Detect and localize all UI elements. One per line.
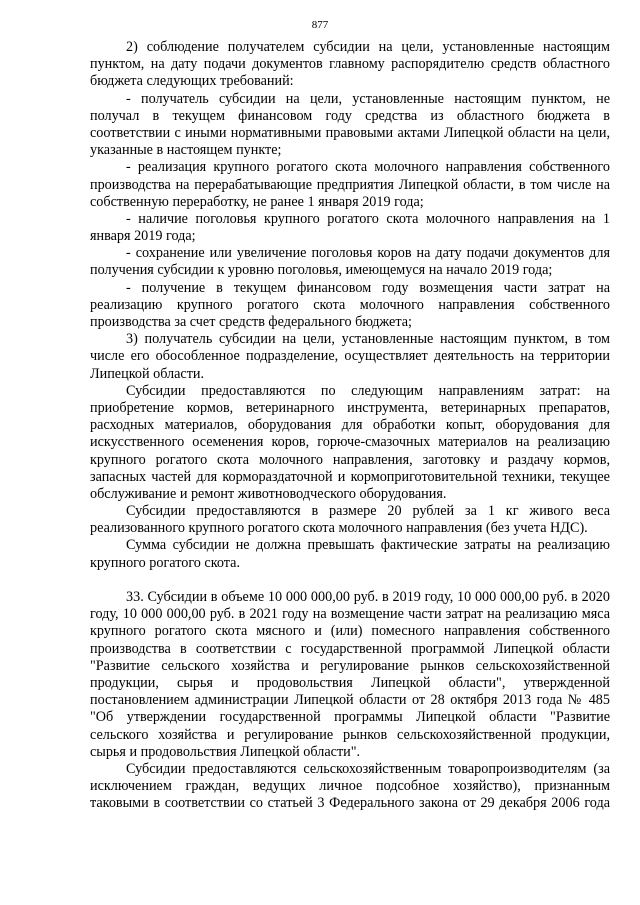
text-line: "Развитие сельского хозяйства и регулирование рынков сельскохозяйственной bbox=[90, 657, 610, 674]
page-number: 877 bbox=[311, 19, 329, 31]
text-line: крупного рогатого скота молочного направления, заготовку и раздачу кормов, bbox=[90, 451, 610, 468]
text-line: 3) получатель субсидии на цели, установленные настоящим пунктом, в том bbox=[126, 331, 610, 348]
text-line: - реализация крупного рогатого скота молочного направления собственного bbox=[126, 159, 610, 176]
text-line: году, 10 000 000,00 руб. в 2021 году на возмещение части затрат на реализацию мяса bbox=[90, 606, 610, 623]
text-line: - получение в текущем финансовом году возмещения части затрат на bbox=[126, 279, 610, 296]
text-line: - наличие поголовья крупного рогатого скота молочного направления на 1 bbox=[126, 210, 610, 227]
text-line: Субсидии предоставляются в размере 20 рублей за 1 кг живого веса bbox=[126, 503, 610, 520]
text-line: 2) соблюдение получателем субсидии на цели, установленные настоящим bbox=[126, 39, 610, 55]
text-line: получал в текущем финансовом году средства из областного бюджета в bbox=[90, 107, 610, 124]
text-line: соответствии с иными нормативными правовыми актами Липецкой области на цели, bbox=[90, 124, 610, 141]
document-body bbox=[90, 39, 610, 812]
text-line: продукции, сырья и продовольствия Липецкой области", утвержденной bbox=[90, 674, 610, 691]
text-line: производства на перерабатывающие предприятия Липецкой области, в том числе на bbox=[90, 176, 610, 193]
text-line: Субсидии предоставляются сельскохозяйственным товаропроизводителям (за bbox=[126, 760, 610, 777]
text-line: производства за счет средств федерального бюджета; bbox=[90, 314, 412, 330]
text-line: Субсидии предоставляются по следующим направлениям затрат: на bbox=[126, 382, 610, 399]
text-line: собственную переработку, не ранее 1 января 2019 года; bbox=[90, 193, 424, 210]
text-line: января 2019 года; bbox=[90, 228, 196, 245]
text-line: - сохранение или увеличение поголовья коров на дату подачи документов для bbox=[126, 245, 610, 262]
text-line: числе его обособленное подразделение, осуществляет деятельность на территории bbox=[90, 348, 610, 365]
text-line: постановлением администрации Липецкой области от 28 октября 2013 года № 485 bbox=[90, 692, 610, 709]
text-line: исключением граждан, ведущих личное подсобное хозяйство), признанным bbox=[90, 778, 610, 795]
text-line: крупного рогатого скота. bbox=[90, 554, 241, 571]
text-line: производства в соответствии с государственной программой Липецкой области bbox=[90, 640, 610, 657]
text-line: расходных материалов, оборудования для обработки копыт, оборудования для bbox=[90, 417, 610, 434]
text-line: реализацию крупного рогатого скота молочного направления собственного bbox=[90, 296, 610, 313]
text-line: крупного рогатого скота мясного и (или) помесного направления собственного bbox=[90, 623, 610, 640]
text-line: обслуживание и ремонт животноводческого оборудования. bbox=[90, 485, 447, 502]
paragraph-gap bbox=[90, 572, 610, 589]
text-line: получения субсидии к уровню поголовья, имеющемуся на начало 2019 года; bbox=[90, 262, 553, 279]
text-line: Липецкой области. bbox=[90, 365, 205, 382]
text-line: "Об утверждении государственной программы Липецкой области "Развитие bbox=[90, 709, 610, 726]
text-line: приобретение кормов, ветеринарного инструмента, ветеринарных препаратов, bbox=[90, 399, 610, 416]
text-line: сельского хозяйства и регулирование рынков сельскохозяйственной продукции, bbox=[90, 726, 610, 743]
text-line: 33. Субсидии в объеме 10 000 000,00 руб. в 2019 году, 10 000 000,00 руб. в 2020 bbox=[126, 589, 610, 605]
text-line: бюджета следующих требований: bbox=[90, 73, 294, 90]
text-line: таковыми в соответствии со статьей 3 Федерального закона от 29 декабря 2006 года bbox=[90, 795, 610, 812]
text-line: реализованного крупного рогатого скота молочного направления (без учета НДС). bbox=[90, 520, 588, 537]
text-line: пунктом, на дату подачи документов главному распорядителю средств областного bbox=[90, 56, 610, 73]
text-line: искусственного осеменения коров, горюче-смазочных материалов на реализацию bbox=[90, 434, 610, 451]
text-line: Сумма субсидии не должна превышать фактические затраты на реализацию bbox=[126, 537, 610, 554]
text-line: запасных частей для кормораздаточной и кормоприготовительной техники, текущее bbox=[90, 468, 610, 485]
text-line: указанные в настоящем пункте; bbox=[90, 142, 282, 159]
text-line: - получатель субсидии на цели, установленные настоящим пунктом, не bbox=[126, 90, 610, 107]
text-line: сырья и продовольствия Липецкой области". bbox=[90, 743, 361, 760]
